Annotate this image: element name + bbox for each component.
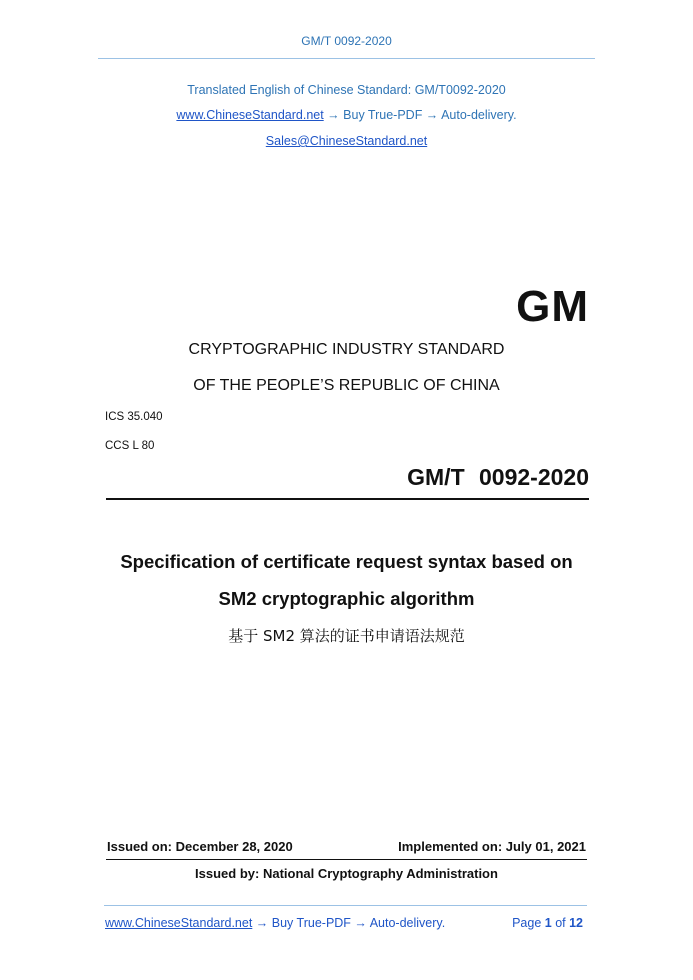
buy-text: → Buy True-PDF → Auto-delivery.	[323, 108, 517, 122]
ics-code: ICS 35.040	[105, 411, 163, 423]
standard-number: GM/T 0092-2020	[407, 464, 589, 490]
footer-promo	[105, 916, 445, 930]
standard-number-divider	[106, 498, 589, 500]
english-title-line1: Specification of certificate request syntax based on	[120, 551, 573, 572]
header-divider	[98, 58, 595, 59]
footer-buy-text: → Buy True-PDF → Auto-delivery.	[252, 916, 446, 930]
issuing-authority: Issued by: National Cryptography Administration	[195, 866, 498, 881]
category-mark: GM	[516, 282, 589, 331]
english-title-line2: SM2 cryptographic algorithm	[218, 588, 475, 609]
page-of: of	[551, 916, 570, 930]
issued-on-date: Issued on: December 28, 2020	[107, 839, 293, 854]
ccs-code: CCS L 80	[105, 440, 155, 452]
email-link[interactable]: Sales@ChineseStandard.net	[265, 134, 428, 148]
page-current: 1	[544, 916, 552, 930]
email-line	[0, 134, 693, 148]
page-label: Page	[512, 916, 545, 930]
implemented-on-date: Implemented on: July 01, 2021	[398, 839, 586, 854]
page-total: 12	[569, 916, 583, 930]
footer-site-link[interactable]: www.ChineseStandard.net	[105, 916, 253, 930]
issue-divider	[106, 859, 587, 860]
chinese-title: 基于 SM2 算法的证书申请语法规范	[228, 627, 465, 645]
site-link[interactable]: www.ChineseStandard.net	[176, 108, 324, 122]
page-indicator	[512, 916, 583, 930]
standard-type-line1: CRYPTOGRAPHIC INDUSTRY STANDARD	[188, 341, 505, 358]
standard-type-line2: OF THE PEOPLE’S REPUBLIC OF CHINA	[193, 377, 500, 394]
translation-notice: Translated English of Chinese Standard: GM/T0092-2020	[187, 83, 506, 97]
footer-divider	[104, 905, 587, 906]
promo-line	[0, 108, 693, 122]
header-standard-code: GM/T 0092-2020	[301, 34, 392, 48]
